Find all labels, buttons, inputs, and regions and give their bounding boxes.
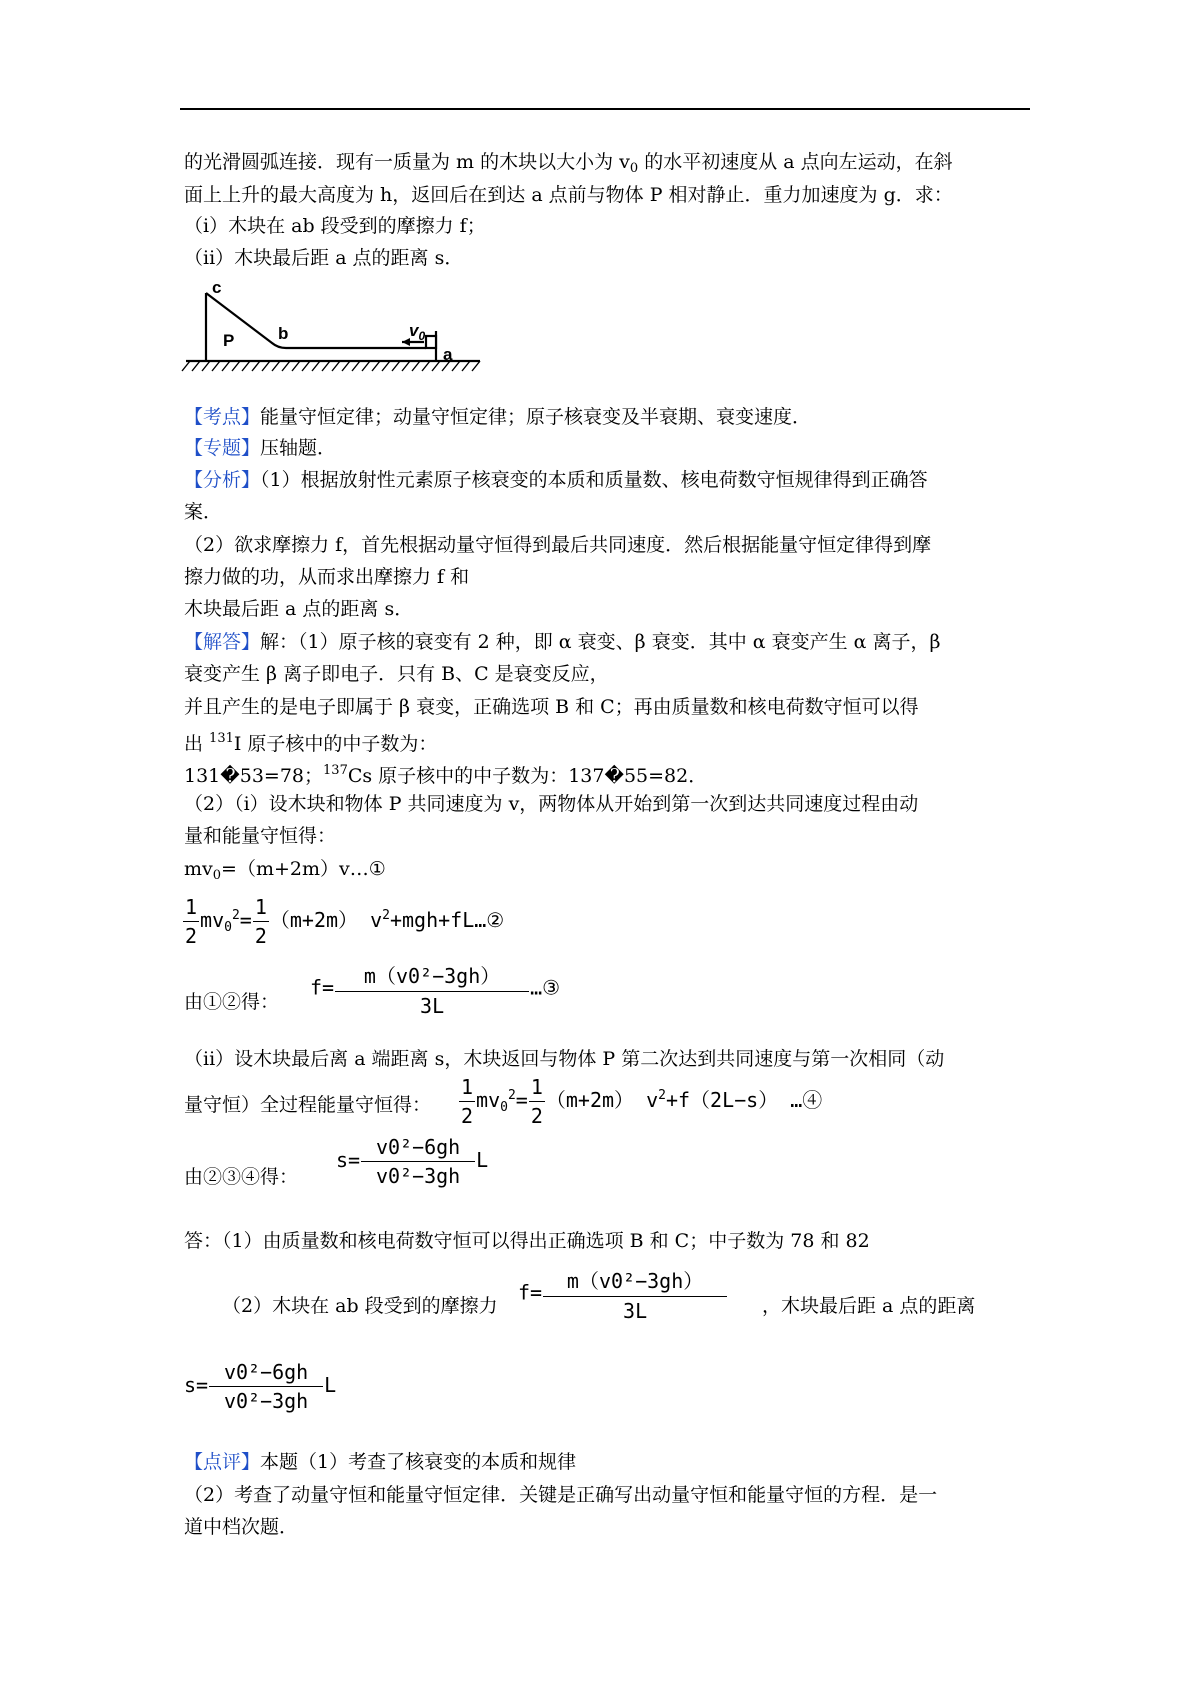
answer-line-2-tail: ，木块最后距 a 点的距离 — [762, 1295, 976, 1317]
problem-line-1: 的光滑圆弧连接．现有一质量为 m 的木块以大小为 $v_0$ 的水平初速度从 a 点向左运动，在斜 — [184, 151, 953, 176]
equation-3-label: 由①②得： — [184, 991, 280, 1013]
jieda-line-6: （2）（i）设木块和物体 P 共同速度为 v，两物体从开始到第一次到达共同速度过程由动 — [184, 793, 919, 815]
dianping-line-3: 道中档次题． — [184, 1516, 299, 1538]
label-c: c — [212, 283, 222, 297]
jieda-line-9: 量守恒）全过程能量守恒得： — [184, 1094, 432, 1116]
question-2: （ii）木块最后距 a 点的距离 s． — [184, 247, 464, 269]
jieda-line-1: 【解答】解：（1）原子核的衰变有 2 种，即 α 衰变、β 衰变．其中 α 衰变产生 α 离子，β — [184, 631, 941, 653]
equation-3: f= $\frac{\text{m（v0²−3gh）}}{3L}$ …③ — [310, 960, 560, 1018]
fenxi-line-1: 【分析】（1）根据放射性元素原子核衰变的本质和质量数、核电荷数守恒规律得到正确答 — [184, 469, 928, 491]
answer-line-2: （2）木块在 ab 段受到的摩擦力 — [222, 1295, 498, 1317]
jieda-line-5: 131�53=78；$^{137}$Cs 原子核中的中子数为：137�55=82． — [184, 763, 708, 787]
dianping-line-1: 【点评】本题（1）考查了核衰变的本质和规律 — [184, 1451, 577, 1473]
label-p: P — [223, 331, 235, 350]
equation-5-label: 由②③④得： — [184, 1166, 299, 1188]
fenxi-line-3: （2）欲求摩擦力 f，首先根据动量守恒得到最后共同速度．然后根据能量守恒定律得到摩 — [184, 534, 932, 556]
jieda-line-2: 衰变产生 β 离子即电子．只有 B、C 是衰变反应， — [184, 663, 609, 685]
jieda-line-7: 量和能量守恒得： — [184, 825, 337, 847]
fenxi-line-5: 木块最后距 a 点的距离 s． — [184, 598, 414, 620]
label-a: a — [443, 345, 453, 364]
equation-4: $\frac{1}{2}$ $mv_0^2=$ $\frac{1}{2}$ （m+2m） $v^2+f(2L-s)$ …④ — [461, 1075, 823, 1128]
kaodian-line: 【考点】能量守恒定律；动量守恒定律；原子核衰变及半衰期、衰变速度． — [184, 406, 812, 428]
fenxi-line-4: 擦力做的功，从而求出摩擦力 f 和 — [184, 566, 470, 588]
header-rule — [180, 108, 1030, 110]
label-v0: $v_0$ — [409, 321, 426, 343]
question-1: （i）木块在 ab 段受到的摩擦力 f； — [184, 215, 486, 237]
problem-line-2: 面上上升的最大高度为 h，返回后在到达 a 点前与物体 P 相对静止．重力加速度为 g．求： — [184, 184, 953, 206]
answer-equation-f: f= $\frac{\text{m（v0²−3gh）}}{3L}$ — [518, 1265, 728, 1323]
answer-line-1: 答：（1）由质量数和核电荷数守恒可以得出正确选项 B 和 C；中子数为 78 和 82 — [184, 1230, 870, 1252]
equation-2: $\frac{1}{2}$ $mv_0^2=$ $\frac{1}{2}$ （m+2m） $v^2+mgh+fL\dots ②$ — [185, 895, 505, 948]
label-b: b — [278, 324, 289, 343]
fenxi-line-2: 案． — [184, 501, 223, 523]
jieda-line-8: （ii）设木块最后离 a 端距离 s，木块返回与物体 P 第二次达到共同速度与第一次相同（动 — [184, 1048, 945, 1070]
incline-figure — [180, 283, 490, 388]
dianping-line-2: （2）考查了动量守恒和能量守恒定律．关键是正确写出动量守恒和能量守恒的方程．是一 — [184, 1484, 938, 1506]
zhuanti-line: 【专题】压轴题． — [184, 437, 337, 459]
equation-5: s= $\frac{\text{v0²−6gh}}{\text{v0²−3gh}}$ L — [336, 1135, 489, 1188]
answer-equation-s: s= $\frac{\text{v0²−6gh}}{\text{v0²−3gh}}$ L — [184, 1360, 337, 1413]
jieda-line-4: 出 $^{131}$I 原子核中的中子数为： — [184, 731, 438, 755]
equation-1: $mv_0=(m+2m)v\dots ①$ — [184, 858, 386, 883]
jieda-line-3: 并且产生的是电子即属于 β 衰变，正确选项 B 和 C；再由质量数和核电荷数守恒可以得 — [184, 696, 919, 718]
